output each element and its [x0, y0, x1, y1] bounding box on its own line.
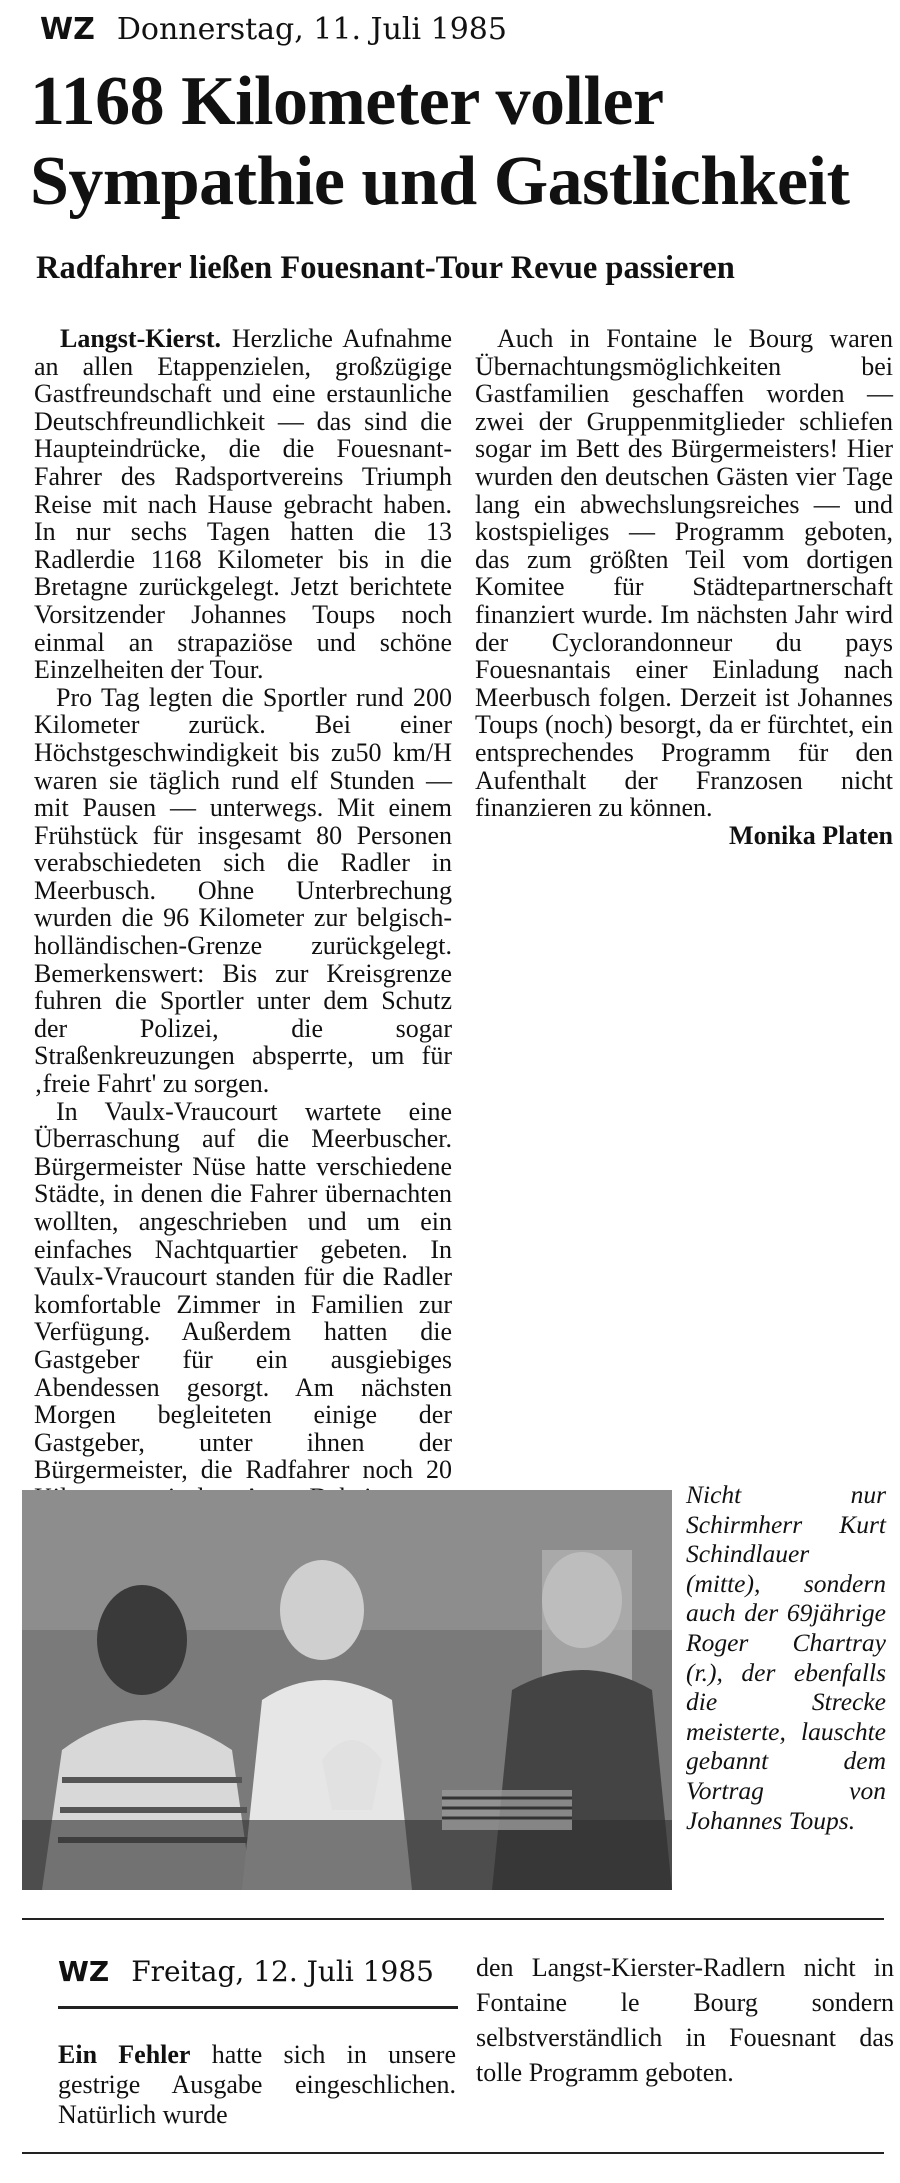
correction-column-right	[476, 1950, 894, 2090]
author-name: Monika Platen	[729, 820, 893, 850]
paragraph-4-text: Auch in Fontaine le Bourg waren Übernachtungsmöglichkeiten bei Gastfamilien geschaffen worden — zwei der Gruppenmitglieder schliefen sogar im Bett des Bürgermeisters! Hier wurden den deutschen Gästen vier Tage lang ein abwechslungsreiches — und kostspieliges — Programm geboten, das zum größten Teil vom dortigen Komitee für Städtepartnerschaft finanziert wurde. Im nächsten Jahr wird der Cyclorandonneur du pays Fouesnantais einer Einladung nach Meerbusch folgen. Derzeit ist Johannes Toups (noch) besorgt, da er fürchtet, ein entsprechendes Programm für den Aufenthalt der Franzosen nicht finanzieren zu können.	[475, 324, 893, 823]
correction-column-left	[58, 2040, 456, 2130]
correction-divider	[58, 2006, 458, 2009]
correction-text-left: hatte sich in unsere gestrige Ausgabe eingeschlichen. Natürlich wurde	[58, 2040, 456, 2129]
masthead	[40, 12, 507, 47]
article-paragraph-4	[475, 325, 893, 822]
article-signoff	[475, 822, 893, 850]
dateline: Langst-Kierst.	[60, 324, 222, 353]
issue-date: Donnerstag, 11. Juli 1985	[116, 12, 507, 47]
headline-line-2: Sympathie und Gastlichkeit	[30, 143, 850, 220]
correction-date: Freitag, 12. Juli 1985	[131, 1955, 434, 1988]
correction-text-right: den Langst-Kierster-Radlern nicht in Fontaine le Bourg sondern selbstverständlich in Fouesnant das tolle Programm geboten.	[476, 1953, 894, 2087]
newspaper-logo: WZ	[40, 12, 95, 47]
article-column-right	[475, 325, 893, 849]
correction-paragraph-left	[58, 2040, 456, 2130]
news-photo	[22, 1490, 672, 1890]
photo-illustration	[22, 1490, 672, 1890]
caption-text: Nicht nur Schirmherr Kurt Schindlauer (mitte), sondern auch der 69jährige Roger Chartray (r.), der ebenfalls die Strecke meisterte, lauschte gebannt dem Vortrag von Johannes Toups.	[686, 1480, 886, 1835]
subheadline: Radfahrer ließen Fouesnant-Tour Revue passieren	[36, 250, 735, 286]
correction-lead: Ein Fehler	[58, 2040, 191, 2069]
article-column-left	[34, 325, 452, 1594]
headline-line-1: 1168 Kilometer voller	[30, 63, 664, 140]
headline	[30, 62, 890, 222]
article-paragraph-3: In Vaulx-Vraucourt wartete eine Überraschung auf die Meerbuscher. Bürgermeister Nüse hatte verschiedene Städte, in denen die Fahrer übernachten wollten, angeschrieben und um ein einfaches Nachtquartier gebeten. In Vaulx-Vraucourt standen für die Radler komfortable Zimmer in Familien zur Verfügung. Außerdem hatten die Gastgeber für ein ausgiebiges Abendessen gesorgt. Am nächsten Morgen begleiteten einige der Gastgeber, unter ihnen der Bürgermeister, die Radfahrer noch 20	[34, 1096, 452, 1485]
bottom-divider	[22, 2152, 884, 2154]
article-paragraph-2: Pro Tag legten die Sportler rund 200 Kilometer zurück. Bei einer Höchstgeschwindigkeit bis zu50 km/H waren sie täglich rund elf Stunden — mit Pausen — unterwegs. Mit einem Frühstück für insgesamt 80 Personen verabschiedeten sich die Radler in Meerbusch. Ohne Unterbrechung wurden die 96 Kilometer zur belgisch-holländischen-Grenze zurückgelegt. Bemerkenswert: Bis zur Kreisgrenze fuhren die Sportler unter dem Schutz der Polizei, die sogar Straßenkreuzungen absperrte, um für ‚freie Fahrt' zu sorgen.	[34, 682, 452, 1099]
correction-masthead	[58, 1955, 434, 1988]
section-divider	[22, 1918, 884, 1920]
paragraph-1-text: Herzliche Aufnahme an allen Etappenzielen, großzügige Gastfreundschaft und eine erstaunliche Deutschfreundlichkeit — das sind die Haupteindrücke, die die Fouesnant-Fahrer des Radsportvereins Triumph Reise mit nach Hause gebracht haben. In nur sechs Tagen hatten die 13 Radlerdie 1168 Kilometer bis in die Bretagne zurückgelegt. Jetzt berichtete Vorsitzender Johannes Toups noch einmal an strapaziöse und schöne Einzelheiten der Tour.	[34, 324, 452, 685]
photo-caption	[686, 1480, 886, 1835]
newspaper-logo-2: WZ	[58, 1955, 110, 1988]
article-paragraph-1	[34, 325, 452, 684]
